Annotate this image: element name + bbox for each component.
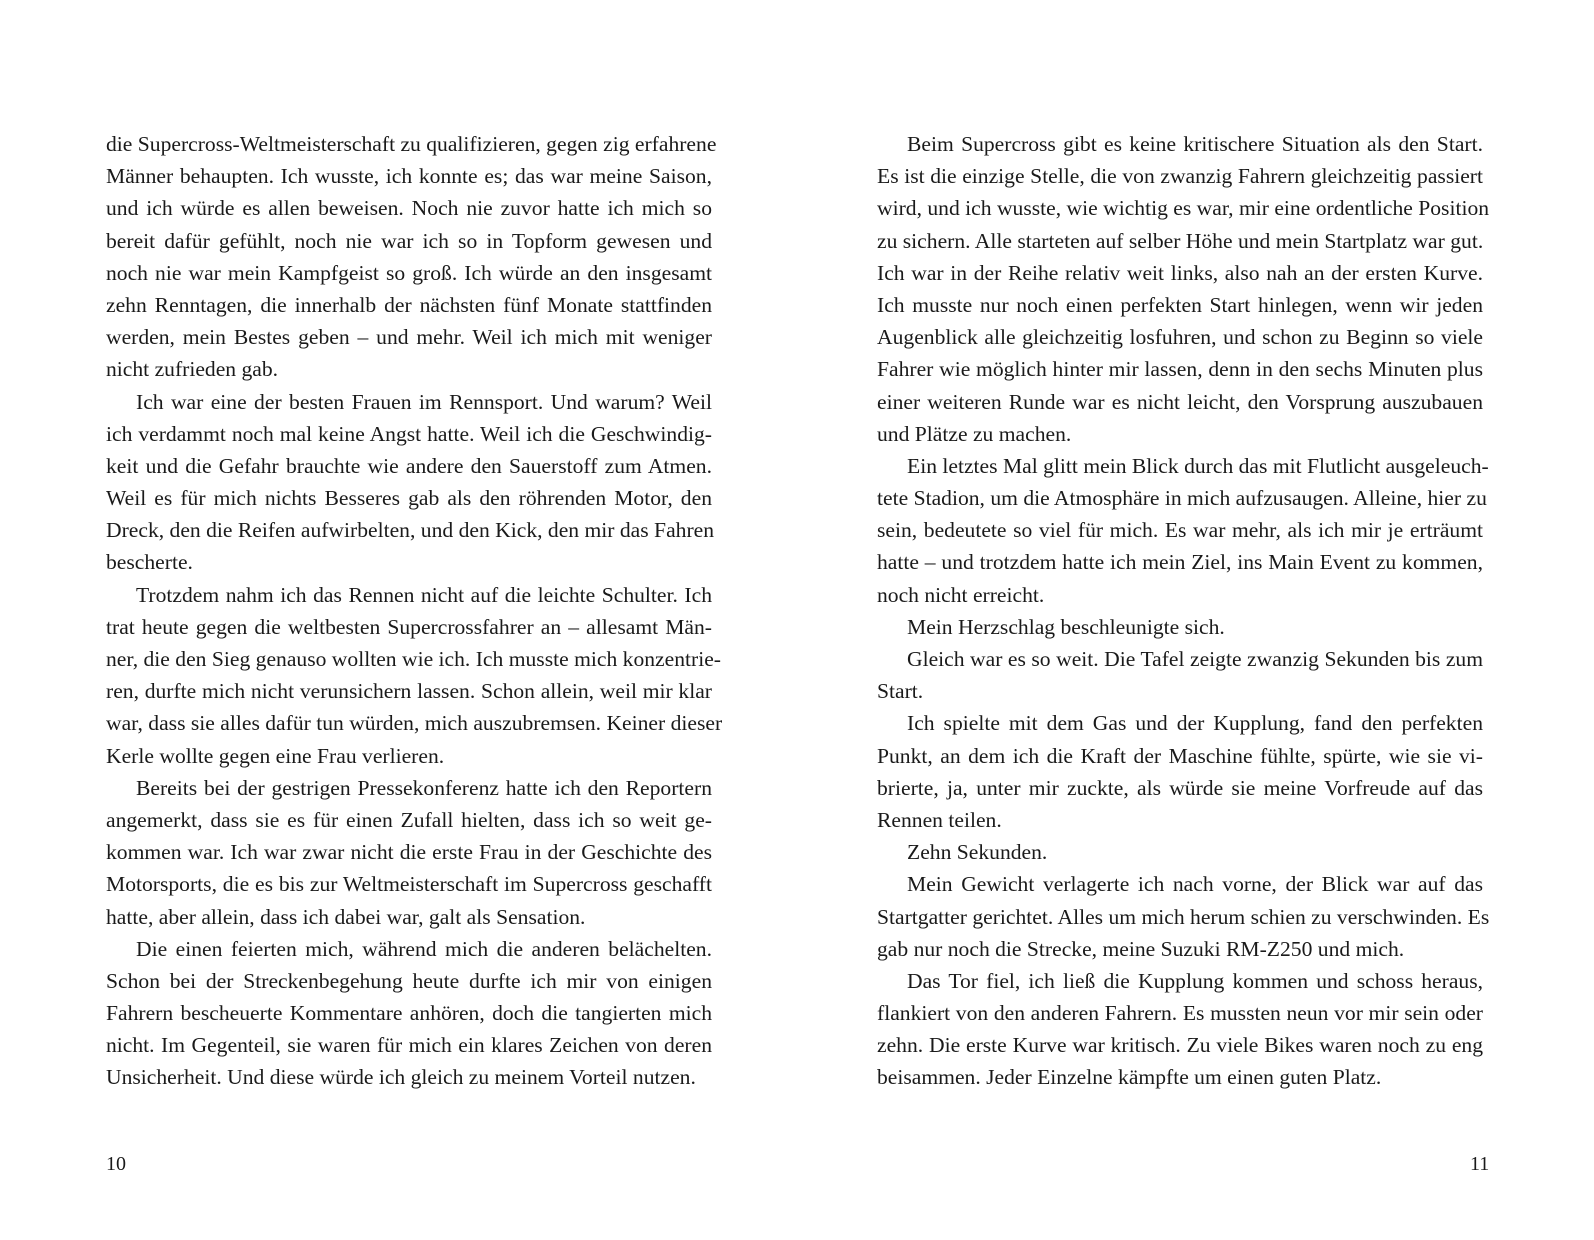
text-line: noch nicht erreicht. [877, 582, 1045, 607]
text-line: Trotzdem nahm ich das Rennen nicht auf die leichte Schulter. Ich [136, 582, 712, 607]
text-line: Mein Herzschlag beschleunigte sich. [907, 614, 1225, 639]
text-line: nicht. Im Gegenteil, sie waren für mich ein klares Zeichen von deren [106, 1033, 712, 1058]
text-line: ich verdammt noch mal keine Angst hatte. Weil ich die Geschwindig- [106, 421, 712, 446]
text-line: Männer behaupten. Ich wusste, ich konnte es; das war meine Saison, [106, 164, 712, 189]
text-line: Kerle wollte gegen eine Frau verlieren. [106, 743, 445, 768]
text-line: nicht zufrieden gab. [106, 357, 279, 382]
text-line: bereit dafür gefühlt, noch nie war ich so in Topform gewesen und [106, 228, 712, 253]
text-line: Startgatter gerichtet. Alles um mich herum schien zu verschwinden. Es [877, 904, 1490, 929]
text-line: Das Tor fiel, ich ließ die Kupplung kommen und schoss heraus, [907, 968, 1483, 993]
text-line: zehn. Die erste Kurve war kritisch. Zu viele Bikes waren noch zu eng [877, 1033, 1483, 1058]
text-line: war, dass sie alles dafür tun würden, mich auszubremsen. Keiner dieser [106, 711, 723, 736]
text-line: ren, durfte mich nicht verunsichern lassen. Schon allein, weil mir klar [106, 679, 712, 704]
text-line: brierte, ja, unter mir zuckte, als würde sie meine Vorfreude auf das [877, 775, 1483, 800]
text-line: Bereits bei der gestrigen Pressekonferenz hatte ich den Reportern [136, 775, 712, 800]
text-line: kommen war. Ich war zwar nicht die erste Frau in der Geschichte des [106, 840, 712, 865]
text-line: trat heute gegen die weltbesten Supercrossfahrer an – allesamt Män- [106, 614, 712, 639]
text-line: Fahrer wie möglich hinter mir lassen, denn in den sechs Minuten plus [877, 357, 1483, 382]
right-page [877, 128, 1490, 1094]
text-line: ner, die den Sieg genauso wollten wie ich. Ich musste mich konzentrie- [106, 647, 721, 671]
left-page-text [106, 128, 723, 1094]
right-page-text [877, 128, 1490, 1094]
text-line: flankiert von den anderen Fahrern. Es mussten neun vor mir sein oder [877, 1001, 1483, 1026]
text-line: und ich würde es allen beweisen. Noch nie zuvor hatte ich mich so [106, 196, 712, 221]
text-line: gab nur noch die Strecke, meine Suzuki RM-Z250 und mich. [877, 936, 1405, 961]
text-line: keit und die Gefahr brauchte wie andere den Sauerstoff zum Atmen. [106, 453, 712, 478]
text-line: Zehn Sekunden. [907, 840, 1048, 865]
text-line: sein, bedeutete so viel für mich. Es war mehr, als ich mir je erträumt [877, 518, 1483, 543]
text-line: Fahrern bescheuerte Kommentare anhören, doch die tangierten mich [106, 1001, 712, 1026]
text-line: die Supercross-Weltmeisterschaft zu qualifizieren, gegen zig erfahrene [106, 132, 717, 156]
text-line: tete Stadion, um die Atmosphäre in mich aufzusaugen. Alleine, hier zu [877, 486, 1487, 511]
text-line: Rennen teilen. [877, 807, 1002, 832]
page-number-right: 11 [1470, 1153, 1490, 1175]
left-page [106, 128, 723, 1094]
text-line: Die einen feierten mich, während mich die anderen belächelten. [136, 936, 712, 961]
text-line: Ich spielte mit dem Gas und der Kupplung, fand den perfekten [907, 711, 1483, 736]
text-line: Ein letztes Mal glitt mein Blick durch das mit Flutlicht ausgeleuch- [907, 453, 1489, 478]
text-line: zehn Renntagen, die innerhalb der nächsten fünf Monate stattfinden [106, 292, 712, 317]
text-line: Start. [877, 679, 924, 704]
page-number-left: 10 [106, 1153, 126, 1175]
text-line: Es ist die einzige Stelle, die von zwanzig Fahrern gleichzeitig passiert [877, 164, 1483, 189]
text-line: Unsicherheit. Und diese würde ich gleich zu meinem Vorteil nutzen. [106, 1065, 696, 1090]
text-line: Dreck, den die Reifen aufwirbelten, und den Kick, den mir das Fahren [106, 518, 715, 543]
text-line: Mein Gewicht verlagerte ich nach vorne, der Blick war auf das [907, 872, 1483, 897]
text-line: hatte, aber allein, dass ich dabei war, galt als Sensation. [106, 904, 586, 929]
text-line: Schon bei der Streckenbegehung heute durfte ich mir von einigen [106, 968, 712, 993]
text-line: Gleich war es so weit. Die Tafel zeigte zwanzig Sekunden bis zum [907, 647, 1483, 671]
text-line: einer weiteren Runde war es nicht leicht, den Vorsprung auszubauen [877, 389, 1483, 414]
text-line: zu sichern. Alle starteten auf selber Höhe und mein Startplatz war gut. [877, 228, 1484, 253]
text-line: wird, und ich wusste, wie wichtig es war, mir eine ordentliche Position [877, 196, 1490, 221]
text-line: bescherte. [106, 550, 193, 575]
text-line: noch nie war mein Kampfgeist so groß. Ich würde an den insgesamt [106, 260, 712, 285]
text-line: Ich musste nur noch einen perfekten Start hinlegen, wenn wir jeden [877, 292, 1483, 317]
text-line: beisammen. Jeder Einzelne kämpfte um einen guten Platz. [877, 1065, 1382, 1090]
text-line: werden, mein Bestes geben – und mehr. Weil ich mich mit weniger [106, 325, 712, 350]
text-line: und Plätze zu machen. [877, 421, 1072, 446]
text-line: Augenblick alle gleichzeitig losfuhren, und schon zu Beginn so viele [877, 325, 1483, 350]
text-line: Weil es für mich nichts Besseres gab als den röhrenden Motor, den [106, 486, 712, 511]
text-line: Beim Supercross gibt es keine kritischere Situation als den Start. [907, 132, 1483, 156]
text-line: Punkt, an dem ich die Kraft der Maschine fühlte, spürte, wie sie vi- [877, 743, 1483, 768]
text-line: hatte – und trotzdem hatte ich mein Ziel, ins Main Event zu kommen, [877, 550, 1483, 575]
text-line: angemerkt, dass sie es für einen Zufall hielten, dass ich so weit ge- [106, 807, 712, 832]
text-line: Ich war eine der besten Frauen im Rennsport. Und warum? Weil [136, 389, 712, 414]
text-line: Ich war in der Reihe relativ weit links, also nah an der ersten Kurve. [877, 260, 1483, 285]
text-line: Motorsports, die es bis zur Weltmeisterschaft im Supercross geschafft [106, 872, 712, 897]
